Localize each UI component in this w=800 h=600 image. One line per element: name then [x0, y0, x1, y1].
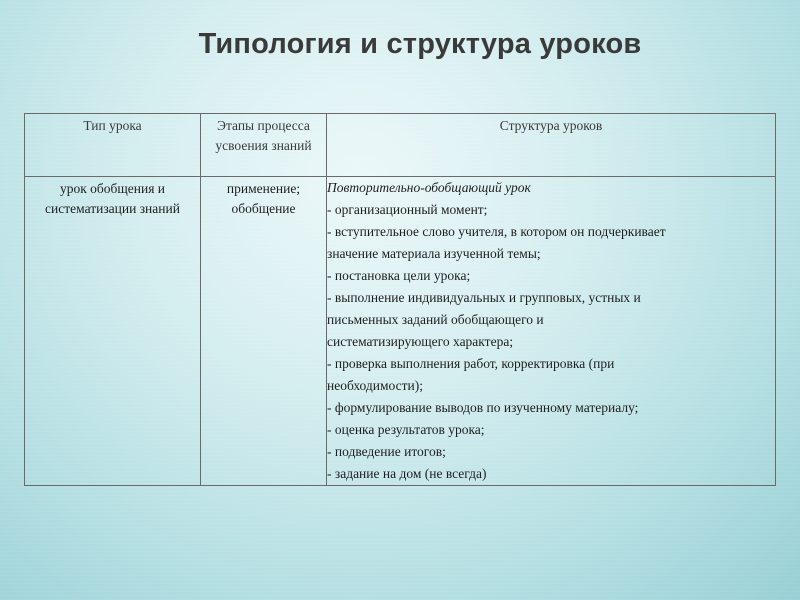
header-learning-stages: [201, 114, 327, 177]
structure-line: - подведение итогов;: [327, 444, 446, 459]
cell-learning-stages-text: применение; обобщение: [226, 181, 301, 216]
structure-line: значение материала изученной темы;: [327, 246, 541, 261]
structure-line: - оценка результатов урока;: [327, 422, 485, 437]
structure-line: - выполнение индивидуальных и групповых, устных и: [327, 290, 641, 305]
structure-line: систематизирующего характера;: [327, 334, 514, 349]
table-row: [25, 177, 776, 486]
structure-line: - постановка цели урока;: [327, 268, 471, 283]
structure-line: - формулирование выводов по изученному материалу;: [327, 400, 639, 415]
structure-heading: Повторительно-обобщающий урок: [327, 180, 531, 195]
header-lesson-structure: [327, 114, 776, 177]
lesson-typology-table: [24, 113, 776, 486]
structure-line: необходимости);: [327, 378, 424, 393]
structure-line: - проверка выполнения работ, корректировка (при: [327, 356, 615, 371]
cell-lesson-structure: [327, 177, 776, 486]
slide-title: Типология и структура уроков: [198, 28, 642, 60]
cell-learning-stages: [201, 177, 327, 486]
header-lesson-type: [25, 114, 201, 177]
structure-line: письменных заданий обобщающего и: [327, 312, 544, 327]
structure-line: - задание на дом (не всегда): [327, 466, 487, 481]
cell-lesson-type-text: урок обобщения и систематизации знаний: [45, 181, 180, 216]
table-header-row: [25, 114, 776, 177]
structure-line: - организационный момент;: [327, 202, 488, 217]
header-learning-stages-text: Этапы процесса усвоения знаний: [215, 118, 312, 153]
cell-lesson-type: [25, 177, 201, 486]
header-lesson-type-text: Тип урока: [83, 118, 142, 133]
header-lesson-structure-text: Структура уроков: [499, 118, 603, 133]
structure-line: - вступительное слово учителя, в котором он подчеркивает: [327, 224, 666, 239]
